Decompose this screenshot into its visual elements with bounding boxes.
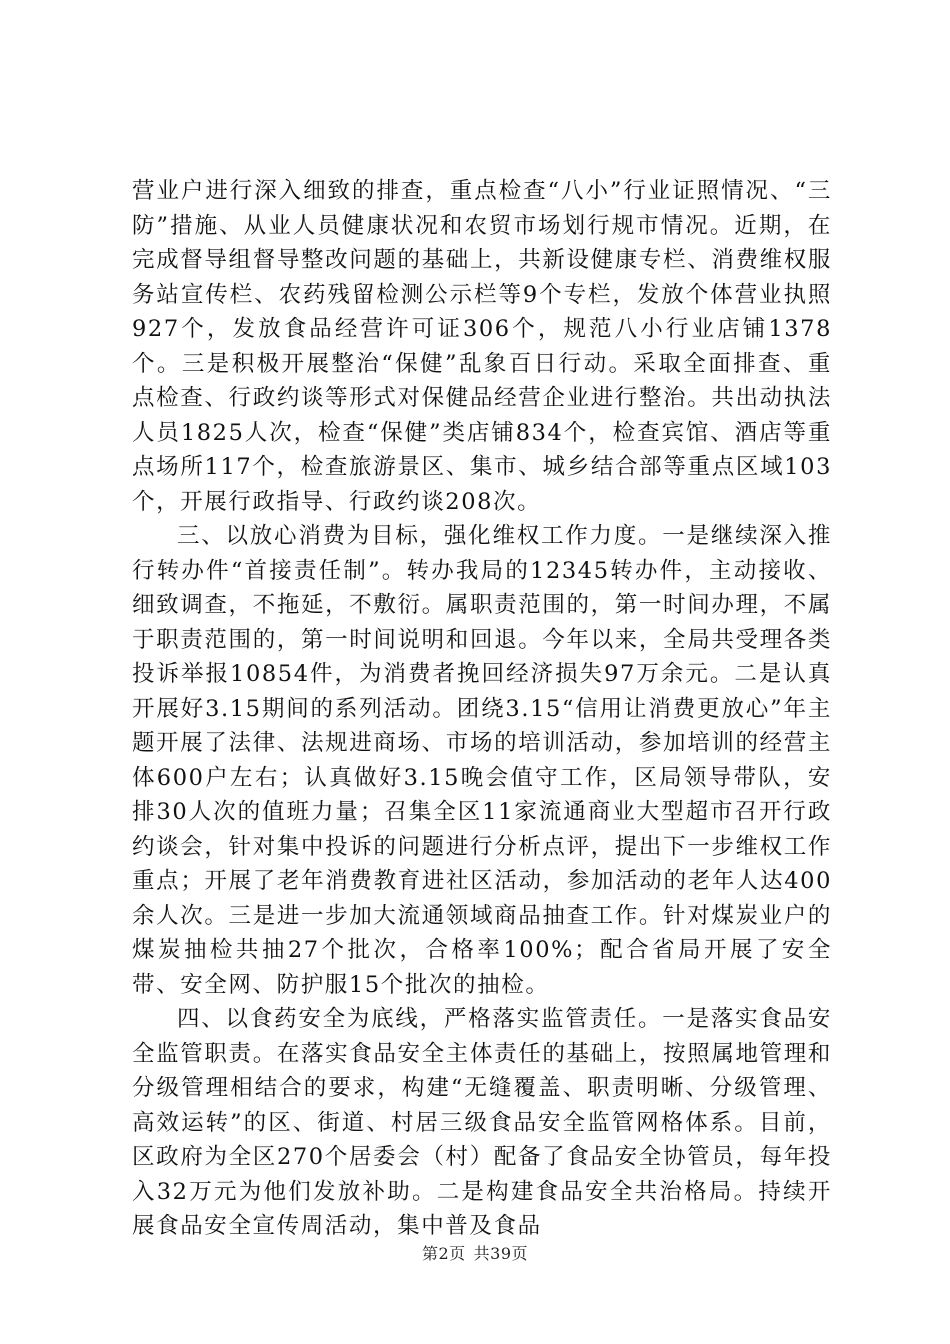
paragraph-2: 三、以放心消费为目标，强化维权工作力度。一是继续深入推行转办件“首接责任制”。转办我局的12345转办件，主动接收、细致调查，不拖延，不敷衍。属职责范围的，第一时间办理，不属于职责范围的，第一时间说明和回退。今年以来，全局共受理各类投诉举报10854件，为消费者挽回经济损失97万余元。二是认真开展好3.15期间的系列活动。团绕3.15“信用让消费更放心”年主题开展了法律、法规进商场、市场的培训活动，参加培训的经营主体600户左右；认真做好3.15晚会值守工作，区局领导带队，安排30人次的值班力量；召集全区11家流通商业大型超市召开行政约谈会，针对集中投诉的问题进行分析点评，提出下一步维权工作重点；开展了老年消费教育进社区活动，参加活动的老年人达400余人次。三是进一步加大流通领域商品抽查工作。针对煤炭业户的煤炭抽检共抽27个批次，合格率100%；配合省局开展了安全带、安全网、防护服15个批次的抽检。 [132,523,832,998]
page-number: 第2页 [421,1244,466,1263]
paragraph-1: 营业户进行深入细致的排查，重点检查“八小”行业证照情况、“三防”措施、从业人员健康状况和农贸市场划行规市情况。近期，在完成督导组督导整改问题的基础上，共新设健康专栏、消费维权服务站宣传栏、农药残留检测公示栏等9个专栏，发放个体营业执照927个，发放食品经营许可证306个，规范八小行业店铺1378个。三是积极开展整治“保健”乱象百日行动。采取全面排查、重点检查、行政约谈等形式对保健品经营企业进行整治。共出动执法人员1825人次，检查“保健”类店铺834个，检查宾馆、酒店等重点场所117个，检查旅游景区、集市、城乡结合部等重点区域103个，开展行政指导、行政约谈208次。 [132,178,832,515]
page-footer [0,1241,950,1264]
paragraph-3: 四、以食药安全为底线，严格落实监管责任。一是落实食品安全监管职责。在落实食品安全主体责任的基础上，按照属地管理和分级管理相结合的要求，构建“无缝覆盖、职责明晰、分级管理、高效运转”的区、街道、村居三级食品安全监管网格体系。目前，区政府为全区270个居委会（村）配备了食品安全协管员，每年投入32万元为他们发放补助。二是构建食品安全共治格局。持续开展食品安全宣传周活动，集中普及食品 [132,1006,832,1239]
document-body [132,174,832,1244]
page-total: 共39页 [473,1244,529,1263]
